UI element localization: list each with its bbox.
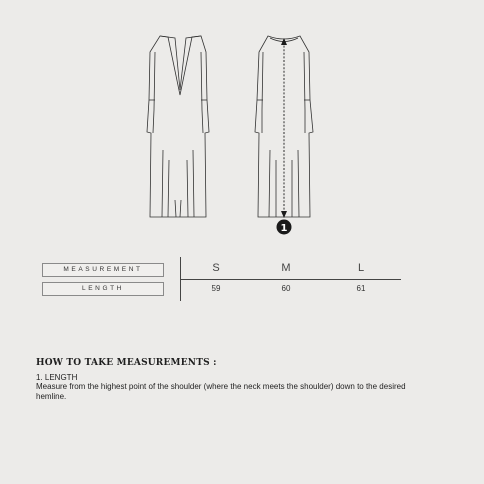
size-l: L	[357, 262, 365, 274]
size-s: S	[212, 262, 220, 274]
dress-front-icon	[147, 36, 209, 217]
measurement-label: MEASUREMENT	[42, 263, 164, 277]
instructions-title: HOW TO TAKE MEASUREMENTS :	[36, 358, 217, 368]
step-1-description: Measure from the highest point of the shoulder (where the neck meets the shoulder) down to the desired hemline.	[36, 382, 406, 401]
length-value-m: 60	[281, 284, 291, 293]
measure-arrow-icon	[281, 38, 287, 218]
length-value-l: 61	[356, 284, 366, 293]
step-1-title: 1. LENGTH	[36, 373, 78, 382]
length-label: LENGTH	[42, 282, 164, 296]
measure-marker	[277, 220, 292, 235]
table-divider-horizontal	[180, 279, 401, 280]
length-value-s: 59	[211, 284, 221, 293]
marker-number: 1	[280, 223, 288, 234]
size-m: M	[281, 262, 291, 274]
